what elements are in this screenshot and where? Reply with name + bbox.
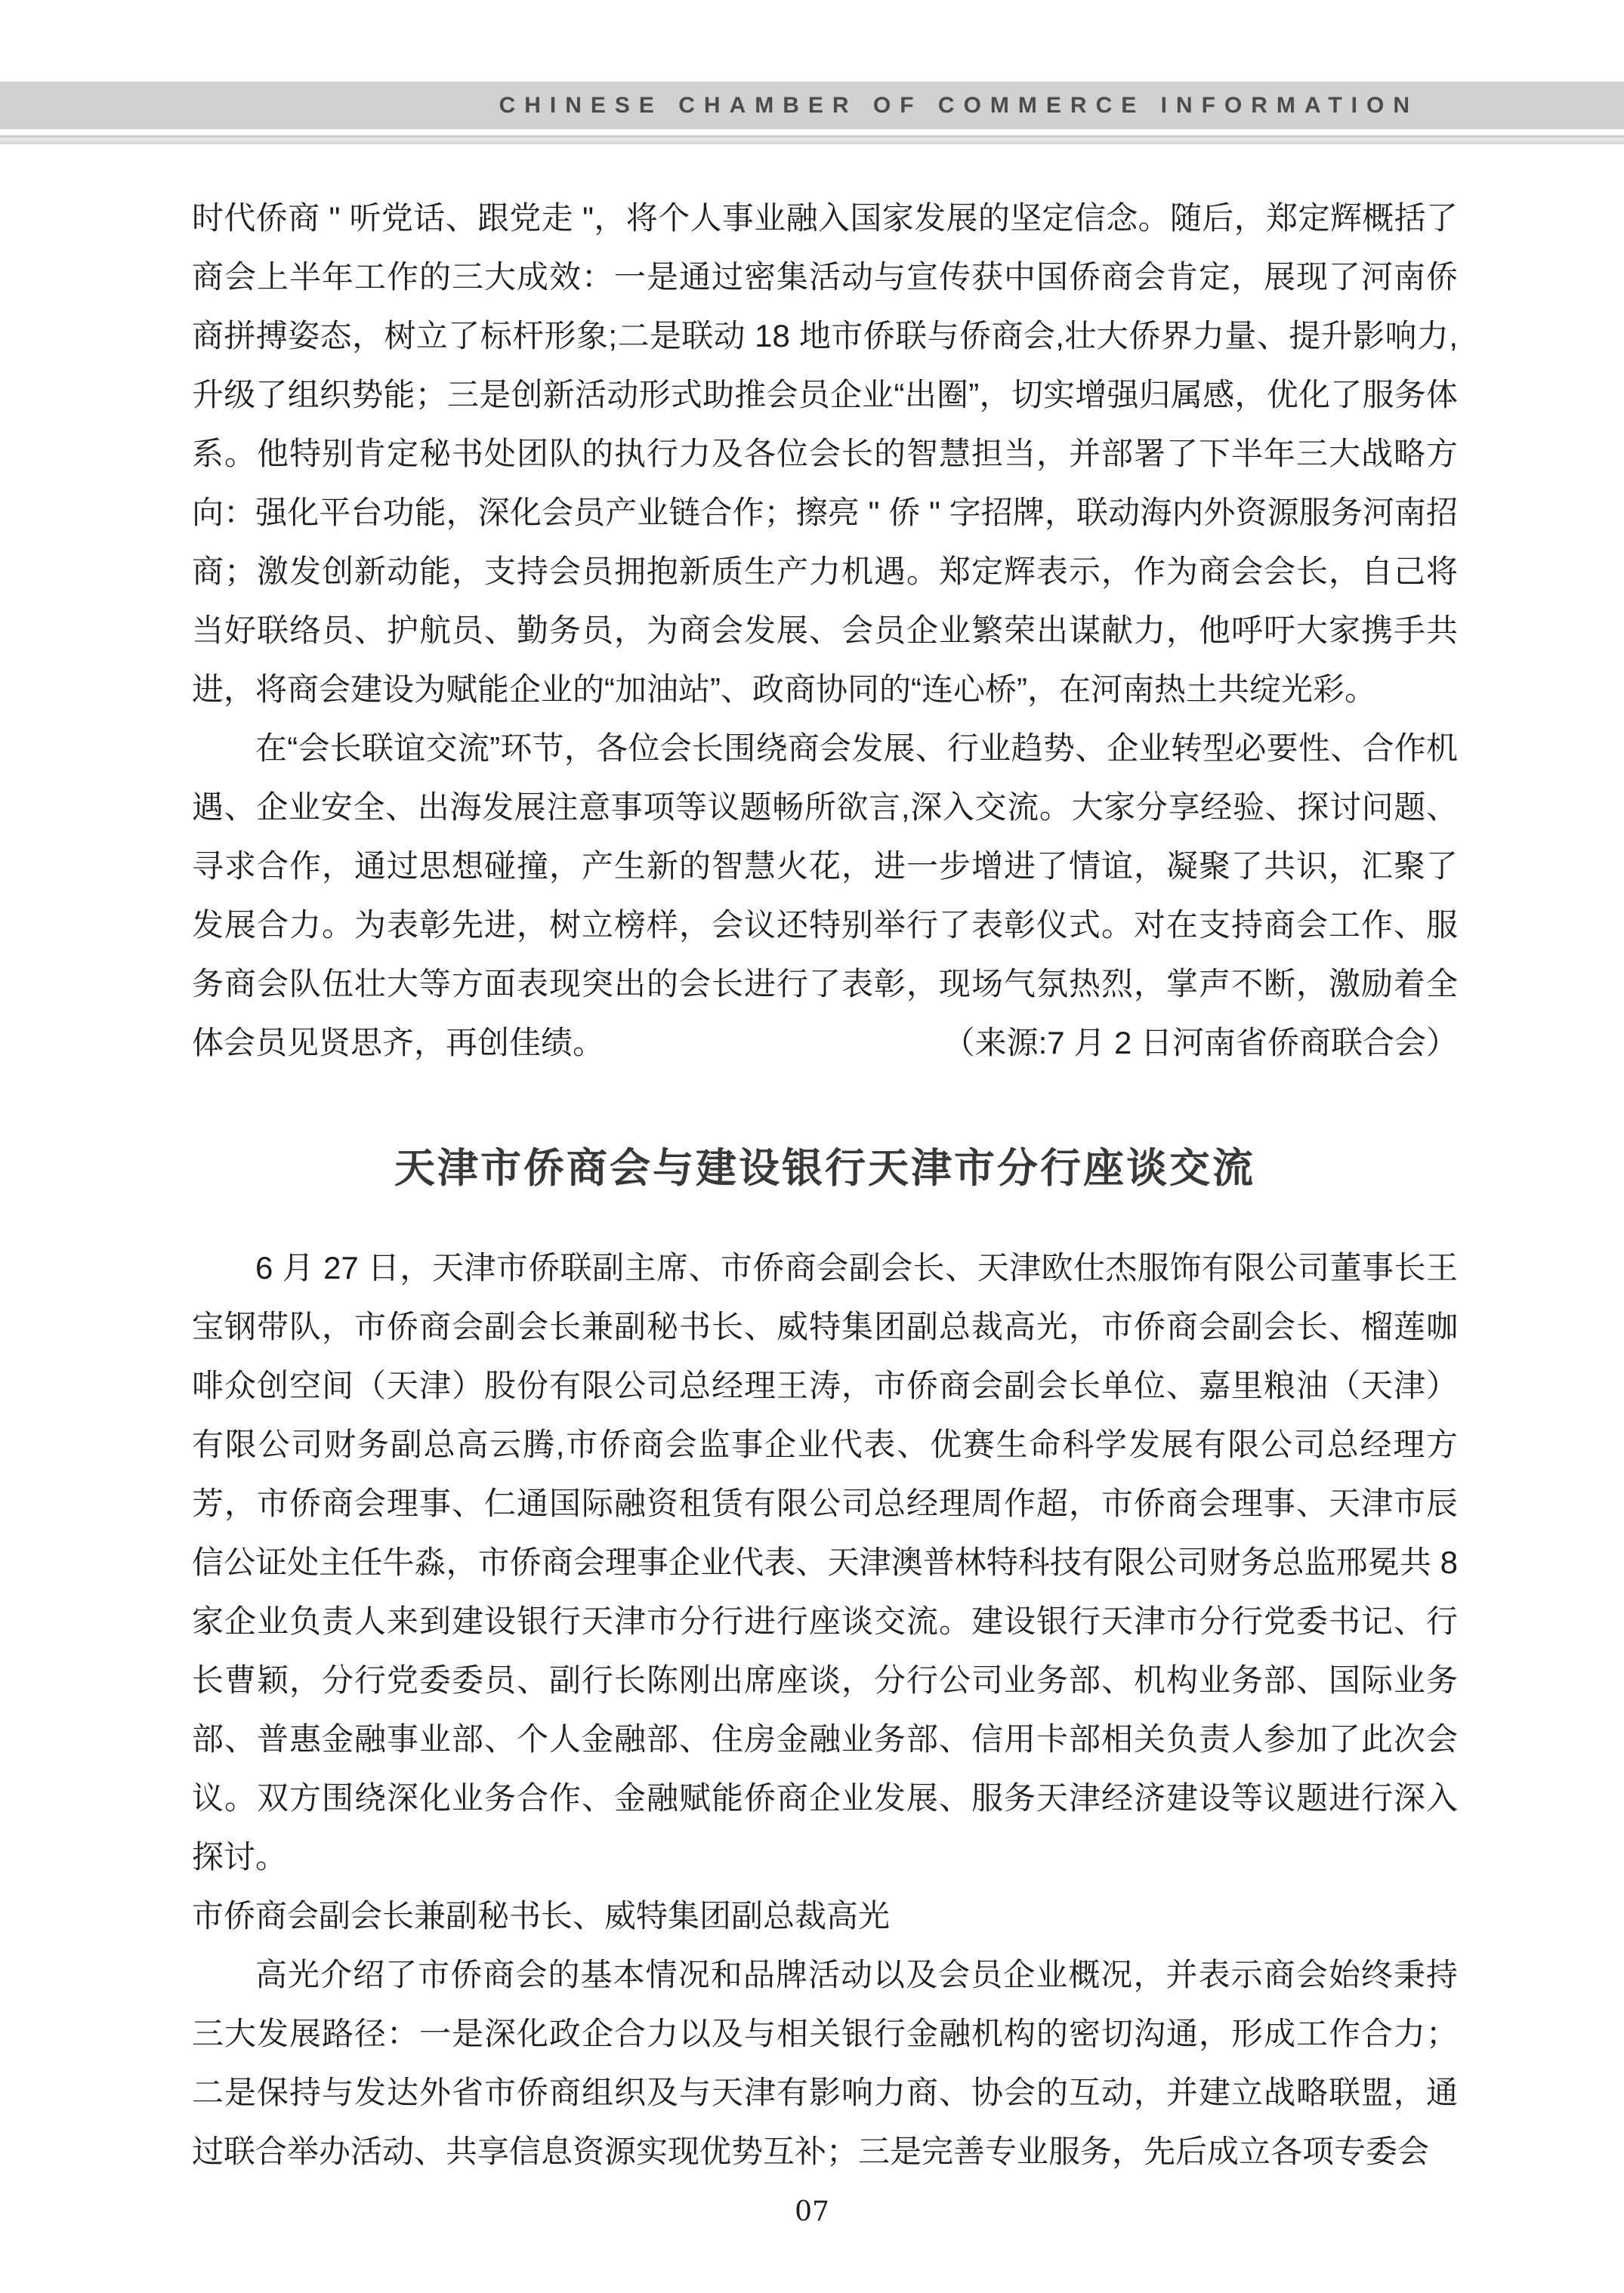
article2-paragraph-1: 6 月 27 日，天津市侨联副主席、市侨商会副会长、天津欧仕杰服饰有限公司董事长王宝钢带队，市侨商会副会长兼副秘书长、威特集团副总裁高光，市侨商会副会长、榴莲咖啡众创空间（天津）股份有限公司总经理王涛，市侨商会副会长单位、嘉里粮油（天津）有限公司财务副总高云腾,市侨商会监事企业代表、优赛生命科学发展有限公司总经理方芳，市侨商会理事、仁通国际融资租赁有限公司总经理周作超，市侨商会理事、天津市辰信公证处主任牛淼，市侨商会理事企业代表、天津澳普林特科技有限公司财务总监邢冕共 8 家企业负责人来到建设银行天津市分行进行座谈交流。建设银行天津市分行党委书记、行长曹颖，分行党委委员、副行长陈刚出席座谈，分行公司业务部、机构业务部、国际业务部、普惠金融事业部、个人金融部、住房金融业务部、信用卡部相关负责人参加了此次会议。双方围绕深化业务合作、金融赋能侨商企业发展、服务天津经济建设等议题进行深入探讨。 [192,1250,1458,1875]
header-banner-title: CHINESE CHAMBER OF COMMERCE INFORMATION [499,92,1419,118]
header-stripe [0,135,1624,144]
article2-title: 天津市侨商会与建设银行天津市分行座谈交流 [394,1146,1255,1191]
header-banner [0,82,1624,129]
content-area [192,189,1458,2181]
article2-paragraph-3: 高光介绍了市侨商会的基本情况和品牌活动以及会员企业概况，并表示商会始终秉持三大发展路径：一是深化政企合力以及与相关银行金融机构的密切沟通，形成工作合力；二是保持与发达外省市侨商组织及与天津有影响力商、协会的互动，并建立战略联盟，通过联合举办活动、共享信息资源实现优势互补；三是完善专业服务，先后成立各项专委会 [192,1957,1458,2169]
article1-paragraph-2: 在“会长联谊交流”环节，各位会长围绕商会发展、行业趋势、企业转型必要性、合作机遇、企业安全、出海发展注意事项等议题畅所欲言,深入交流。大家分享经验、探讨问题、寻求合作，通过思想碰撞，产生新的智慧火花，进一步增进了情谊，凝聚了共识，汇聚了发展合力。为表彰先进，树立榜样，会议还特别举行了表彰仪式。对在支持商会工作、服务商会队伍壮大等方面表现突出的会长进行了表彰，现场气氛热烈，掌声不断，激励着全体会员见贤思齐，再创佳绩。 [192,730,1458,1060]
page-number: 07 [795,2196,829,2227]
article2-paragraph-2: 市侨商会副会长兼副秘书长、威特集团副总裁高光 [192,1898,891,1933]
article1-paragraph-continued: 时代侨商 " 听党话、跟党走 "，将个人事业融入国家发展的坚定信念。随后，郑定辉概括了商会上半年工作的三大成效：一是通过密集活动与宣传获中国侨商会肯定，展现了河南侨商拼搏姿态，树立了标杆形象;二是联动 18 地市侨联与侨商会,壮大侨界力量、提升影响力,升级了组织势能；三是创新活动形式助推会员企业“出圈”，切实增强归属感，优化了服务体系。他特别肯定秘书处团队的执行力及各位会长的智慧担当，并部署了下半年三大战略方向：强化平台功能，深化会员产业链合作；擦亮 " 侨 " 字招牌，联动海内外资源服务河南招商；激发创新动能，支持会员拥抱新质生产力机遇。郑定辉表示，作为商会会长，自己将当好联络员、护航员、勤务员，为商会发展、会员企业繁荣出谋献力，他呼吁大家携手共进，将商会建设为赋能企业的“加油站”、政商协同的“连心桥”，在河南热土共绽光彩。 [192,200,1458,707]
article1-source: （来源:7 月 2 日河南省侨商联合会） [943,1025,1458,1060]
